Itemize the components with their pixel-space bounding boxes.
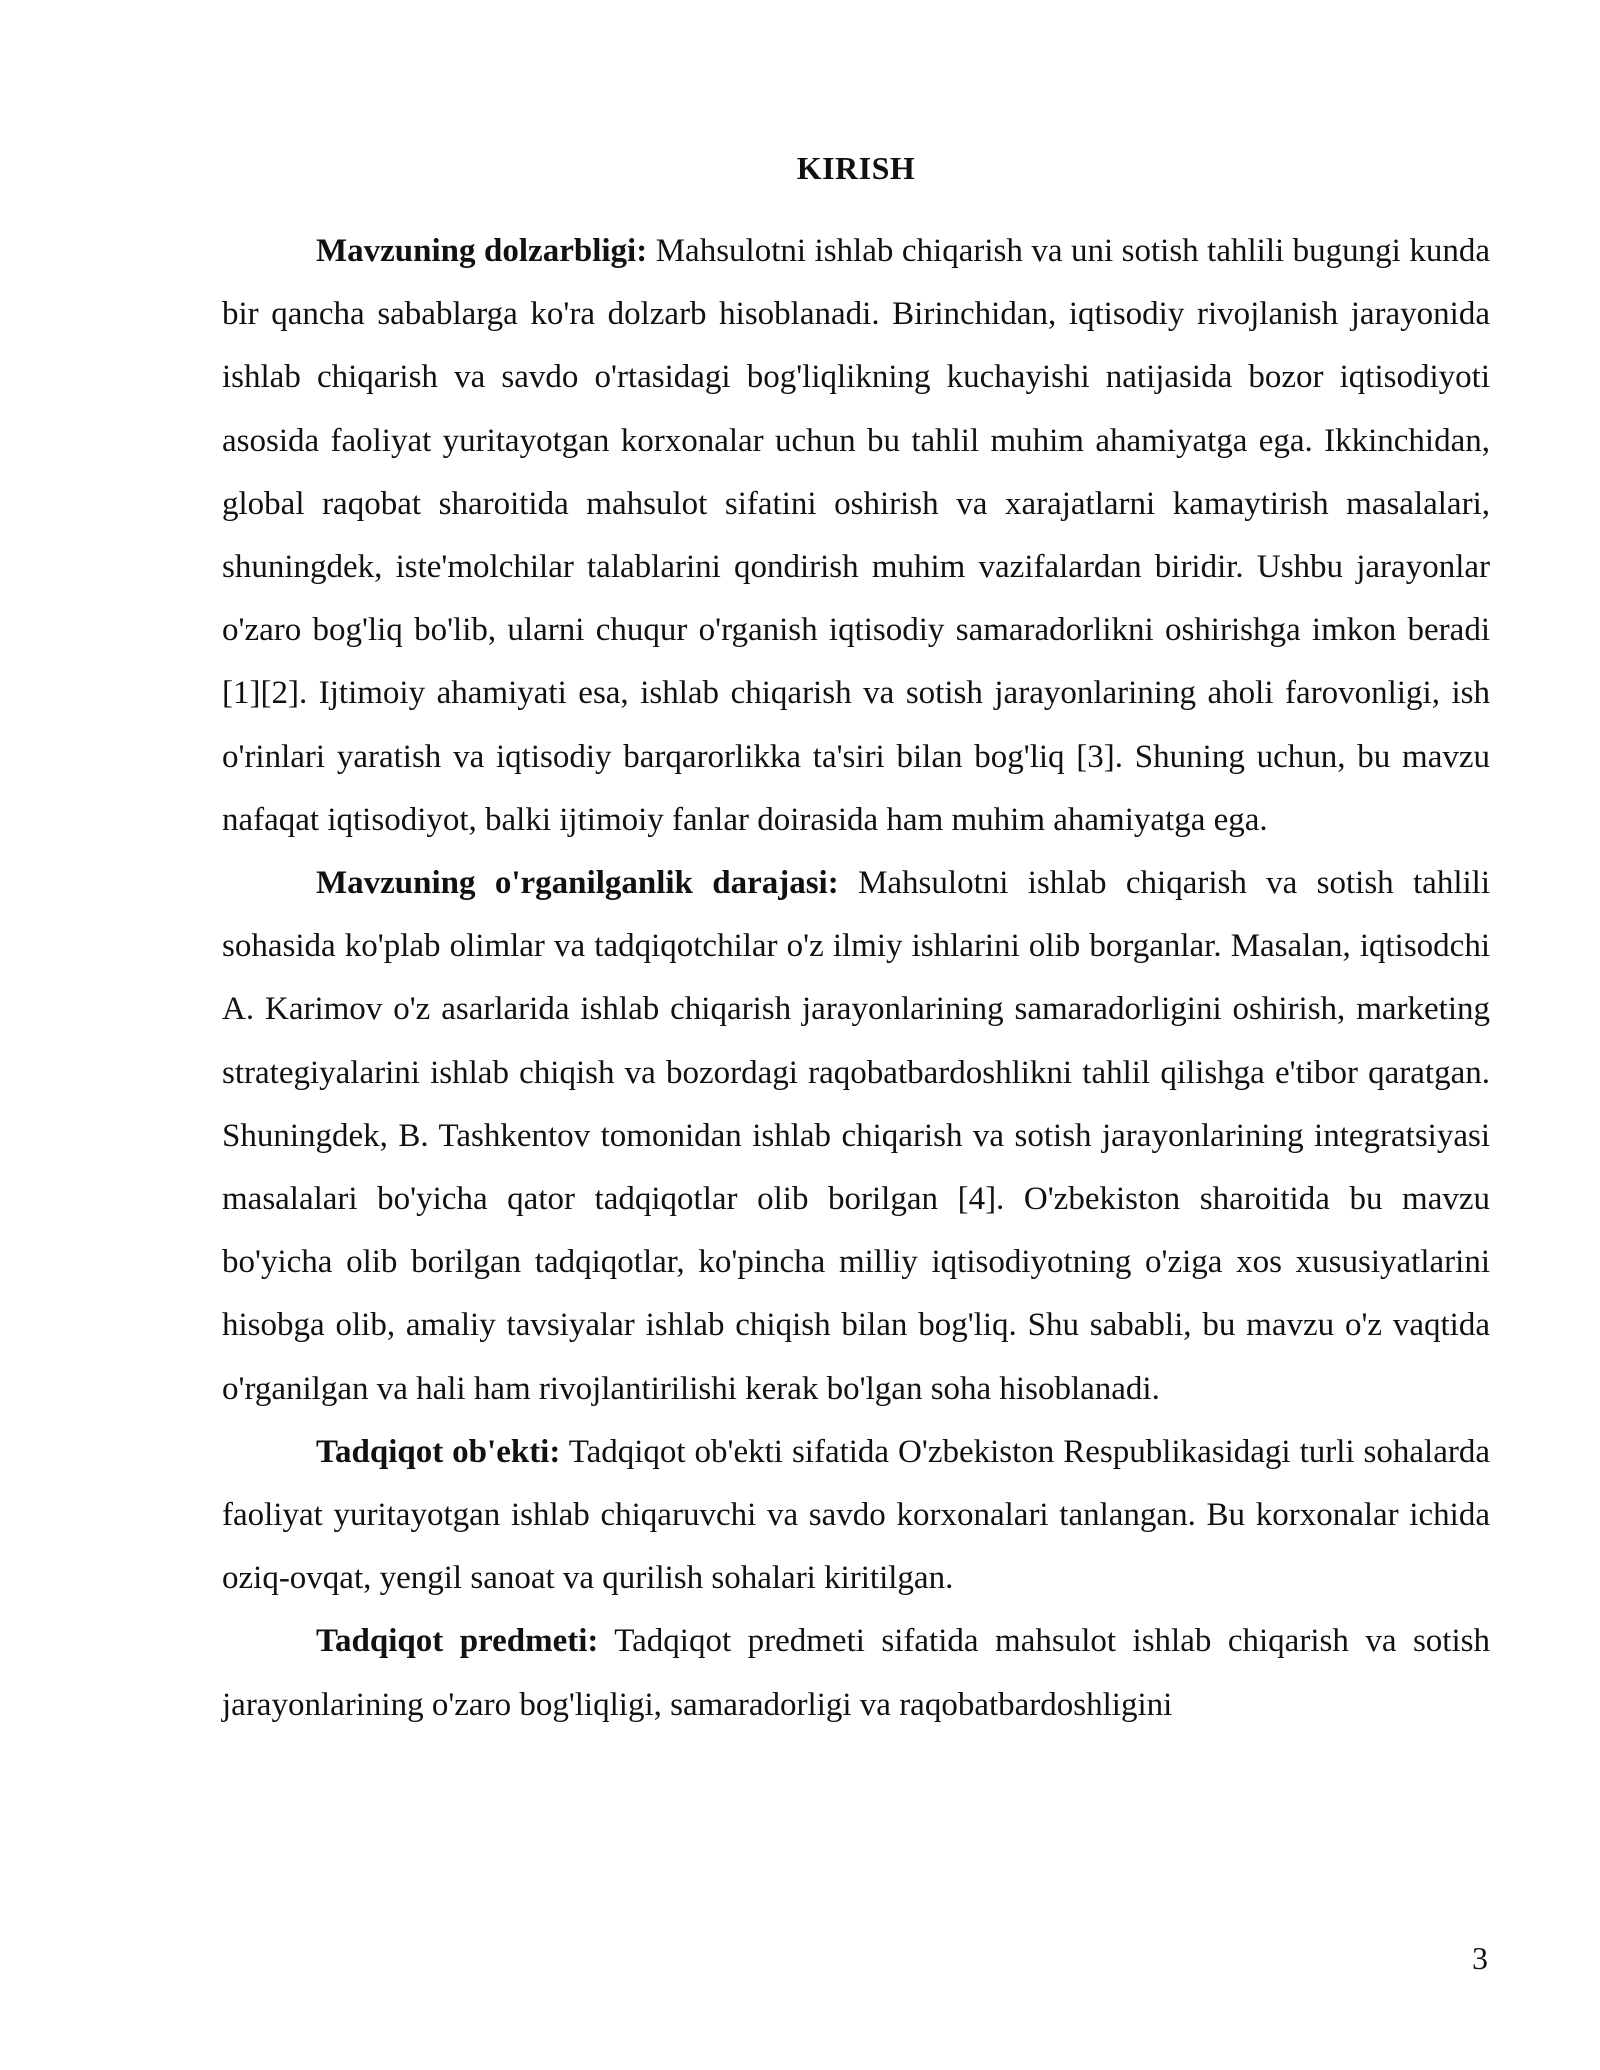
paragraph-study-level [222,852,1490,1421]
paragraph-heading: Mavzuning o'rganilganlik darajasi: [316,865,839,902]
paragraph-research-subject [222,1610,1490,1736]
paragraph-heading: Tadqiqot ob'ekti: [316,1433,561,1470]
paragraph-heading: Mavzuning dolzarbligi: [316,233,648,269]
page-title: KIRISH [796,150,916,186]
paragraph-text: Tadqiqot ob'ekti sifatida O'zbekiston Respublikasidagi turli sohalarda faoliyat yuritayotgan ishlab chiqaruvchi va savdo korxonalari tanlangan. Bu korxonalar ichida oziq-ovqat, yengil sanoat va qurilish sohalari kiritilgan. [222,1433,1490,1597]
paragraph-text: Mahsulotni ishlab chiqarish va uni sotish tahlili bugungi kunda bir qancha sabablarga ko'ra dolzarb hisoblanadi. Birinchidan, iqtisodiy rivojlanish jarayonida ishlab chiqarish va savdo o'rtasidagi bog'liqlikning kuchayishi natijasida bozor iqtisodiyoti asosida faoliyat yuritayotgan korxonalar uchun bu tahlil muhim ahamiyatga ega. Ikkinchidan, global raqobat sharoitida mahsulot sifatini oshirish va xarajatlarni kamaytirish masalalari, shuningdek, iste'molchilar talablarini qondirish muhim vazifalardan biridir. Ushbu jarayonlar o'zaro bog'liq bo'lib, ularni chuqur o'rganish iqtisodiy samaradorlikni oshirishga imkon beradi [1][2]. Ijtimoiy ahamiyati esa, ishlab chiqarish va sotish jarayonlarining aholi farovonligi, ish o'rinlari yaratish va iqtisodiy barqarorlikka ta'siri bilan bog'liq [3]. Shuning uchun, bu mavzu nafaqat iqtisodiyot, balki ijtimoiy fanlar doirasida ham muhim ahamiyatga ega. [222,233,1490,838]
paragraph-text: Mahsulotni ishlab chiqarish va sotish tahlili sohasida ko'plab olimlar va tadqiqotchilar o'z ilmiy ishlarini olib borganlar. Masalan, iqtisodchi A. Karimov o'z asarlarida ishlab chiqarish jarayonlarining samaradorligini oshirish, marketing strategiyalarini ishlab chiqish va bozordagi raqobatbardoshlikni tahlil qilishga e'tibor qaratgan. Shuningdek, B. Tashkentov tomonidan ishlab chiqarish va sotish jarayonlarining integratsiyasi masalalari bo'yicha qator tadqiqotlar olib borilgan [4]. O'zbekiston sharoitida bu mavzu bo'yicha olib borilgan tadqiqotlar, ko'pincha milliy iqtisodiyotning o'ziga xos xususiyatlarini hisobga olib, amaliy tavsiyalar ishlab chiqish bilan bog'liq. Shu sababli, bu mavzu o'z vaqtida o'rganilgan va hali ham rivojlantirilishi kerak bo'lgan soha hisoblanadi. [222,865,1490,1407]
paragraph-research-object [222,1421,1490,1611]
document-page [222,148,1490,1737]
paragraph-text: Tadqiqot predmeti sifatida mahsulot ishlab chiqarish va sotish jarayonlarining o'zaro bog'liqligi, samaradorligi va raqobatbardoshligini [222,1623,1490,1723]
paragraph-relevance [222,220,1490,852]
page-number: 3 [1472,1940,1488,1976]
paragraph-heading: Tadqiqot predmeti: [316,1623,599,1660]
